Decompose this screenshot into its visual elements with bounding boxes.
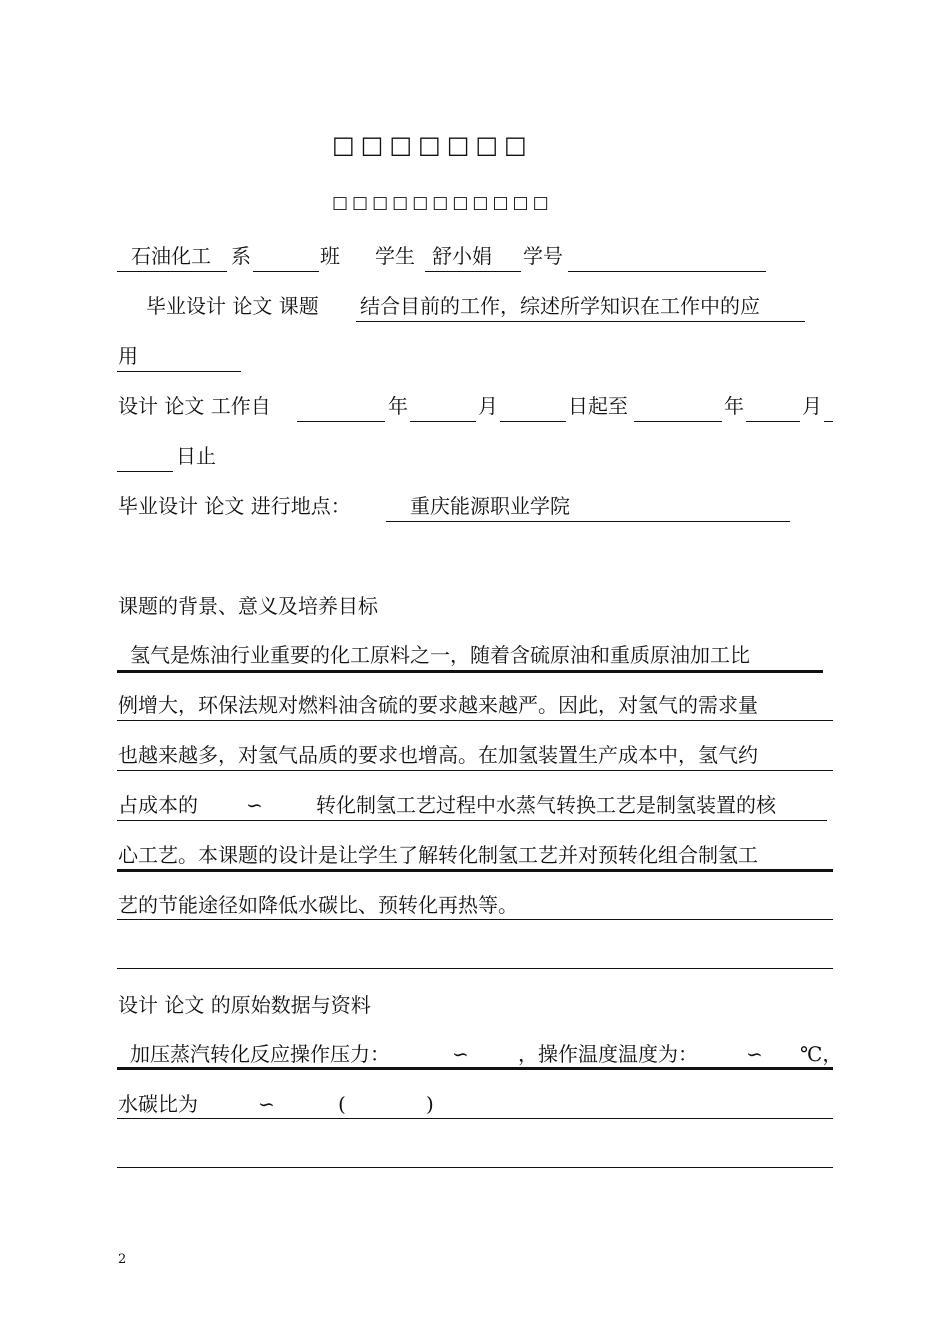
background-line-4a: 占成本的 [118, 793, 198, 817]
pressure-label: 加压蒸汽转化反应操作压力： [130, 1042, 390, 1066]
background-rule-5 [117, 869, 833, 872]
student-no-label: 学号 [523, 244, 563, 268]
student-underline [425, 271, 521, 272]
background-line-2: 例增大，环保法规对燃料油含硫的要求越来越严。因此，对氢气的需求量 [118, 693, 758, 717]
page-number: 2 [118, 1252, 127, 1267]
paren-close: ) [426, 1092, 434, 1116]
student-no-underline [568, 271, 766, 272]
data-heading: 设计 论文 的原始数据与资料 [118, 993, 371, 1017]
data-rule-3 [117, 1167, 833, 1168]
dept-underline [117, 271, 227, 272]
period-start-month-line [410, 421, 476, 422]
class-underline [253, 271, 319, 272]
background-rule-3 [117, 770, 833, 771]
dept-value: 石油化工 [131, 244, 211, 268]
topic-value-line1: 结合目前的工作，综述所学知识在工作中的应 [360, 294, 760, 318]
period-day-from-label: 日起至 [568, 394, 628, 418]
period-label: 设计 论文 工作自 [118, 394, 271, 418]
pressure-symbol: ∽ [452, 1042, 469, 1066]
data-rule-2 [117, 1118, 833, 1119]
background-line-3: 也越来越多，对氢气品质的要求也增高。在加氢装置生产成本中，氢气约 [118, 743, 758, 767]
topic-underline-1 [356, 321, 805, 322]
celsius-unit: ℃， [800, 1042, 843, 1066]
period-end-month-line [746, 421, 800, 422]
period-day-end-label: 日止 [176, 444, 216, 468]
background-rule-1 [117, 670, 823, 673]
student-name: 舒小娟 [432, 244, 492, 268]
period-end-year-line [634, 421, 722, 422]
dept-label: 系 [231, 244, 251, 268]
period-year-label: 年 [388, 394, 408, 418]
period-start-year-line [297, 421, 385, 422]
data-rule-1 [117, 1067, 833, 1070]
background-rule-7 [117, 968, 833, 969]
page-title: □□□□□□□ [332, 131, 533, 159]
period-end-month-tail [824, 421, 833, 422]
topic-label: 毕业设计 论文 课题 [146, 294, 319, 318]
background-line-4b: 转化制氢工艺过程中水蒸气转换工艺是制氢装置的核 [316, 793, 776, 817]
background-rule-2 [117, 720, 833, 721]
temperature-label: ，操作温度温度为： [518, 1042, 698, 1066]
location-value: 重庆能源职业学院 [410, 494, 570, 518]
period-end-day-line [117, 471, 173, 472]
class-label: 班 [320, 244, 340, 268]
steam-carbon-label: 水碳比为 [118, 1092, 198, 1116]
temperature-symbol: ∽ [746, 1042, 763, 1066]
background-rule-4 [117, 820, 827, 821]
background-heading: 课题的背景、意义及培养目标 [118, 594, 378, 618]
background-line-5: 心工艺。本课题的设计是让学生了解转化制氢工艺并对预转化组合制氢工 [118, 843, 758, 867]
topic-underline-2 [117, 371, 241, 372]
steam-carbon-symbol: ∽ [258, 1092, 275, 1116]
location-label: 毕业设计 论文 进行地点： [118, 494, 351, 518]
period-start-day-line [500, 421, 566, 422]
background-rule-6 [117, 919, 833, 920]
student-label: 学生 [375, 244, 415, 268]
period-month-label: 月 [478, 394, 498, 418]
tilde-symbol: ∽ [246, 793, 263, 817]
period-month2-label: 月 [802, 394, 822, 418]
page-subtitle: □□□□□□□□□□□ [332, 193, 553, 213]
background-line-6: 艺的节能途径如降低水碳比、预转化再热等。 [118, 893, 518, 917]
topic-value-line2: 用 [118, 344, 138, 368]
location-underline [386, 521, 790, 522]
paren-open: ( [338, 1092, 346, 1116]
period-year2-label: 年 [724, 394, 744, 418]
background-line-1: 氢气是炼油行业重要的化工原料之一，随着含硫原油和重质原油加工比 [130, 643, 750, 667]
